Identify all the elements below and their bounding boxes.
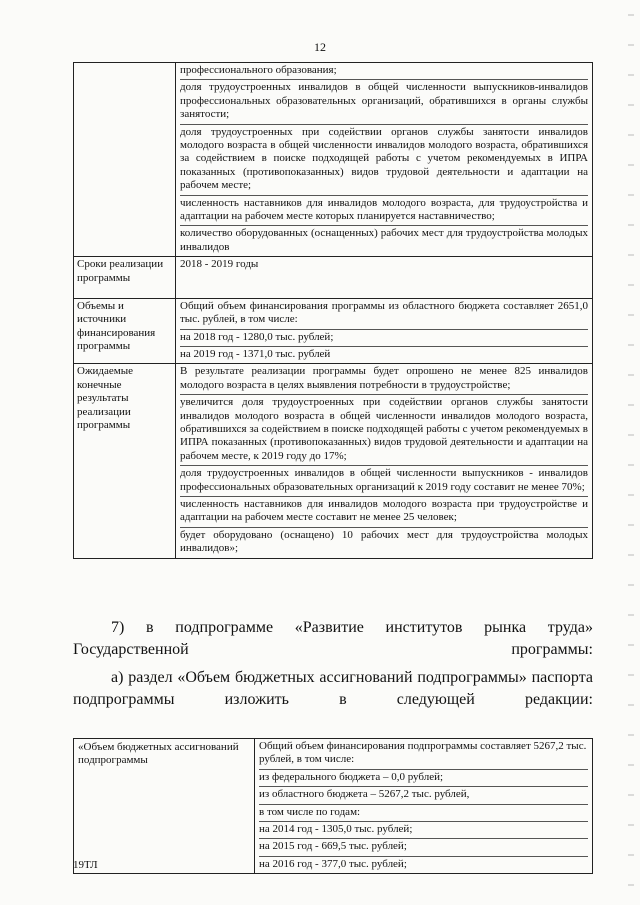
paragraph: профессионального образования; [180, 63, 588, 80]
subprogram-budget-table [73, 738, 593, 874]
footer-code: 19ТЛ [73, 859, 98, 871]
budget-line: из областного бюджета – 5267,2 тыс. рублей, [259, 787, 588, 804]
row-label: «Объем бюджетных ассигнований подпрограммы [74, 739, 255, 874]
row-content [176, 63, 593, 257]
paragraph: на 2019 год - 1371,0 тыс. рублей [180, 347, 331, 360]
budget-line: Общий объем финансирования подпрограммы составляет 5267,2 тыс. рублей, в том числе: [259, 739, 588, 770]
paragraph: доля трудоустроенных при содействии органов службы занятости инвалидов молодого возраста в общей численности инвалидов молодого возраста, обратившихся за содействием в поиске подходящей работы с учетом рекомендуемых в ИПРА показанных (противопоказанных) видов трудовой деятельности и адаптации на рабочем месте; [180, 125, 588, 196]
table-row [74, 63, 593, 257]
budget-line: на 2015 год - 669,5 тыс. рублей; [259, 839, 588, 856]
row-content [176, 364, 593, 558]
paragraph: 2018 - 2019 годы [180, 258, 259, 271]
program-passport-table [73, 62, 593, 559]
item-a-paragraph [73, 667, 593, 711]
budget-line: в том числе по годам: [259, 805, 588, 822]
row-label: Сроки реализации программы [74, 257, 176, 298]
row-content [255, 739, 593, 874]
paragraph: доля трудоустроенных инвалидов в общей численности выпускников-инвалидов профессиональных образовательных организаций, обратившихся в органы службы занятости; [180, 80, 588, 124]
budget-line: из федерального бюджета – 0,0 рублей; [259, 770, 588, 787]
paragraph: численность наставников для инвалидов молодого возраста, для трудоустройства и адаптации на рабочем месте которых планируется наставничество; [180, 196, 588, 227]
scan-edge-marks [628, 0, 634, 905]
item-a-text: а) раздел «Объем бюджетных ассигнований подпрограммы» паспорта подпрограммы изложить в следующей редакции: [73, 669, 593, 708]
item-7-paragraph [73, 617, 593, 661]
paragraph: численность наставников для инвалидов молодого возраста при трудоустройстве и адаптации на рабочем месте составит не менее 25 человек; [180, 497, 588, 528]
table-row [74, 739, 593, 874]
table-row [74, 257, 593, 298]
budget-line: на 2016 год - 377,0 тыс. рублей; [259, 857, 407, 870]
row-content [176, 257, 593, 298]
table-row [74, 298, 593, 364]
paragraph: Общий объем финансирования программы из областного бюджета составляет 2651,0 тыс. рублей, в том числе: [180, 299, 588, 330]
page-number: 12 [314, 40, 326, 54]
paragraph: на 2018 год - 1280,0 тыс. рублей; [180, 330, 588, 347]
row-label [74, 63, 176, 257]
row-label: Объемы и источники финансирования программы [74, 298, 176, 364]
paragraph: доля трудоустроенных инвалидов в общей численности выпускников - инвалидов профессиональных образовательных организаций к 2019 году составит не менее 70%; [180, 466, 588, 497]
paragraph: количество оборудованных (оснащенных) рабочих мест для трудоустройства молодых инвалидов [180, 227, 588, 253]
row-content [176, 298, 593, 364]
budget-line: на 2014 год - 1305,0 тыс. рублей; [259, 822, 588, 839]
item-7-text: 7) в подпрограмме «Развитие институтов рынка труда» Государственной программы: [73, 619, 593, 658]
paragraph: В результате реализации программы будет опрошено не менее 825 инвалидов молодого возраста в целях выявления потребности в трудоустройстве; [180, 364, 588, 395]
paragraph: увеличится доля трудоустроенных при содействии органов службы занятости инвалидов молодого возраста в общей численности инвалидов молодого возраста, обратившихся за содействием в поиске подходящей работы с учетом рекомендуемых в ИПРА показанных (противопоказанных) видов трудовой деятельности и адаптации на рабочем месте, к 2019 году до 17%; [180, 395, 588, 466]
table-row [74, 364, 593, 558]
row-label: Ожидаемые конечные результаты реализации программы [74, 364, 176, 558]
paragraph: будет оборудовано (оснащено) 10 рабочих мест для трудоустройства молодых инвалидов»; [180, 528, 588, 555]
